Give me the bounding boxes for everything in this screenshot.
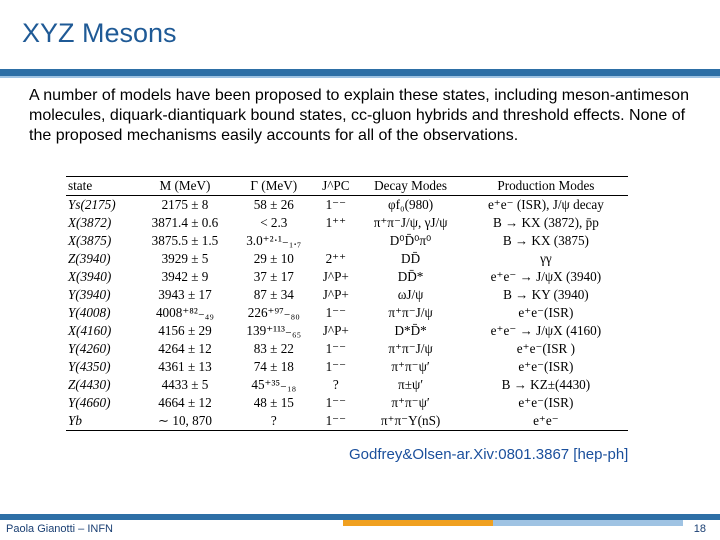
cell-jpc: ?: [332, 377, 339, 392]
table-header-row: [66, 177, 628, 196]
cell-production-modes: e⁺e⁻(ISR): [518, 305, 574, 320]
table-row: [66, 322, 628, 340]
table-row: [66, 196, 628, 215]
cell-production-modes: e⁺e⁻ (ISR), J/ψ decay: [487, 197, 604, 212]
table-body: [66, 196, 628, 431]
cell-production-modes: γγ: [540, 251, 552, 266]
header-state: state: [68, 178, 93, 193]
cell-state: Z(4430): [68, 377, 111, 392]
cell-width: 139⁺¹¹³₋₆₅: [246, 323, 302, 338]
meson-table: [66, 176, 628, 431]
cell-decay-modes: π⁺π⁻Υ(nS): [380, 413, 441, 428]
cell-state: Y(4260): [68, 341, 111, 356]
footer-author: Paola Gianotti – INFN: [6, 523, 113, 535]
cell-decay-modes: π⁺π⁻ψ′: [391, 395, 430, 410]
cell-mass: 4264 ± 12: [158, 341, 212, 356]
cell-state: Y(4350): [68, 359, 111, 374]
cell-jpc: 1⁻⁻: [325, 413, 347, 428]
cell-state: Ys(2175): [68, 197, 116, 212]
cell-state: Y(3940): [68, 287, 111, 302]
cell-decay-modes: D*D̄*: [394, 323, 427, 338]
cell-mass: 3929 ± 5: [161, 251, 209, 266]
reference-citation: Godfrey&Olsen-ar.Xiv:0801.3867 [hep-ph]: [349, 446, 629, 463]
cell-production-modes: e⁺e⁻(ISR): [518, 395, 574, 410]
cell-decay-modes: φf₀(980): [387, 197, 434, 212]
cell-jpc: 1⁻⁻: [325, 197, 347, 212]
cell-mass: 2175 ± 8: [161, 197, 209, 212]
header-width: Γ (MeV): [250, 178, 298, 193]
table-row: [66, 340, 628, 358]
cell-state: X(3872): [68, 215, 112, 230]
cell-jpc: 1⁻⁻: [325, 359, 347, 374]
cell-jpc: 1⁻⁻: [325, 305, 347, 320]
title-rule-light: [0, 76, 720, 78]
cell-mass: 3942 ± 9: [161, 269, 209, 284]
cell-mass: 3875.5 ± 1.5: [151, 233, 219, 248]
cell-mass: 4361 ± 13: [158, 359, 212, 374]
cell-mass: 3871.4 ± 0.6: [151, 215, 219, 230]
cell-production-modes: e⁺e⁻(ISR): [518, 359, 574, 374]
cell-state: Z(3940): [68, 251, 111, 266]
table-row: [66, 394, 628, 412]
cell-production-modes: B → KZ±(4430): [501, 377, 591, 392]
meson-table-container: [66, 176, 628, 431]
body-paragraph: A number of models have been proposed to explain these states, including meson-antimeson molecules, diquark-diantiquark bound states, cc-gluon hybrids and threshold effects. None of the proposed mechanisms easily accounts for all of the observations.: [29, 87, 689, 144]
table-row: [66, 250, 628, 268]
header-mass: M (MeV): [159, 178, 211, 193]
cell-decay-modes: π⁺π⁻J/ψ: [388, 305, 433, 320]
table-row: [66, 232, 628, 250]
cell-width: ?: [270, 413, 277, 428]
cell-width: 87 ± 34: [253, 287, 294, 302]
cell-width: 29 ± 10: [253, 251, 294, 266]
cell-decay-modes: ωJ/ψ: [397, 287, 424, 302]
cell-mass: 4008⁺⁸²₋₄₉: [155, 305, 214, 320]
cell-width: 48 ± 15: [253, 395, 294, 410]
cell-production-modes: e⁺e⁻: [533, 413, 559, 428]
cell-width: 37 ± 17: [253, 269, 294, 284]
cell-jpc: 1⁺⁺: [325, 215, 347, 230]
cell-mass: 4156 ± 29: [158, 323, 212, 338]
cell-width: 58 ± 26: [253, 197, 294, 212]
page-number: 18: [693, 523, 706, 535]
cell-jpc: J^P+: [322, 323, 349, 338]
cell-decay-modes: D⁰D̄⁰π⁰: [389, 233, 432, 248]
cell-decay-modes: π⁺π⁻ψ′: [391, 359, 430, 374]
cell-jpc: 1⁻⁻: [325, 341, 347, 356]
cell-state: Yb: [68, 413, 82, 428]
cell-decay-modes: DD̄: [401, 251, 421, 266]
title-rule: [0, 69, 720, 76]
cell-width: 74 ± 18: [253, 359, 294, 374]
table-row: [66, 304, 628, 322]
table-row: [66, 358, 628, 376]
header-production-modes: Production Modes: [497, 178, 595, 193]
header-jpc: J^PC: [322, 178, 350, 193]
cell-decay-modes: π⁺π⁻J/ψ: [388, 341, 433, 356]
cell-state: X(3940): [68, 269, 112, 284]
slide-title: XYZ Mesons: [22, 18, 177, 48]
cell-jpc: [314, 232, 357, 250]
cell-production-modes: B → KX (3875): [502, 233, 589, 248]
cell-mass: ∼ 10, 870: [158, 413, 212, 428]
cell-production-modes: B → KY (3940): [503, 287, 589, 302]
table-row: [66, 214, 628, 232]
cell-jpc: J^P+: [322, 287, 349, 302]
table-row: [66, 268, 628, 286]
cell-width: 45⁺³⁵₋₁₈: [251, 377, 297, 392]
cell-width: 83 ± 22: [253, 341, 294, 356]
cell-state: X(4160): [68, 323, 112, 338]
table-row: [66, 412, 628, 431]
cell-width: 3.0⁺²·¹₋₁.₇: [246, 233, 302, 248]
cell-mass: 3943 ± 17: [158, 287, 212, 302]
cell-production-modes: e⁺e⁻(ISR ): [516, 341, 576, 356]
header-decay-modes: Decay Modes: [374, 178, 448, 193]
footer-accent-bar-light: [493, 520, 683, 526]
cell-width: 226⁺⁹⁷₋₈₀: [247, 305, 300, 320]
cell-production-modes: e⁺e⁻ → J/ψX (4160): [490, 323, 602, 338]
cell-decay-modes: π⁺π⁻J/ψ, γJ/ψ: [373, 215, 448, 230]
cell-jpc: J^P+: [322, 269, 349, 284]
cell-jpc: 1⁻⁻: [325, 395, 347, 410]
cell-production-modes: e⁺e⁻ → J/ψX (3940): [490, 269, 602, 284]
cell-decay-modes: π±ψ′: [398, 377, 424, 392]
table-row: [66, 376, 628, 394]
cell-production-modes: B → KX (3872), p̄p: [492, 215, 599, 230]
cell-state: X(3875): [68, 233, 112, 248]
cell-decay-modes: DD̄*: [397, 269, 424, 284]
cell-state: Y(4008): [68, 305, 111, 320]
cell-width: < 2.3: [260, 215, 288, 230]
cell-jpc: 2⁺⁺: [325, 251, 347, 266]
cell-state: Y(4660): [68, 395, 111, 410]
footer-accent-bar: [343, 520, 493, 526]
cell-mass: 4664 ± 12: [158, 395, 212, 410]
cell-mass: 4433 ± 5: [161, 377, 209, 392]
table-row: [66, 286, 628, 304]
